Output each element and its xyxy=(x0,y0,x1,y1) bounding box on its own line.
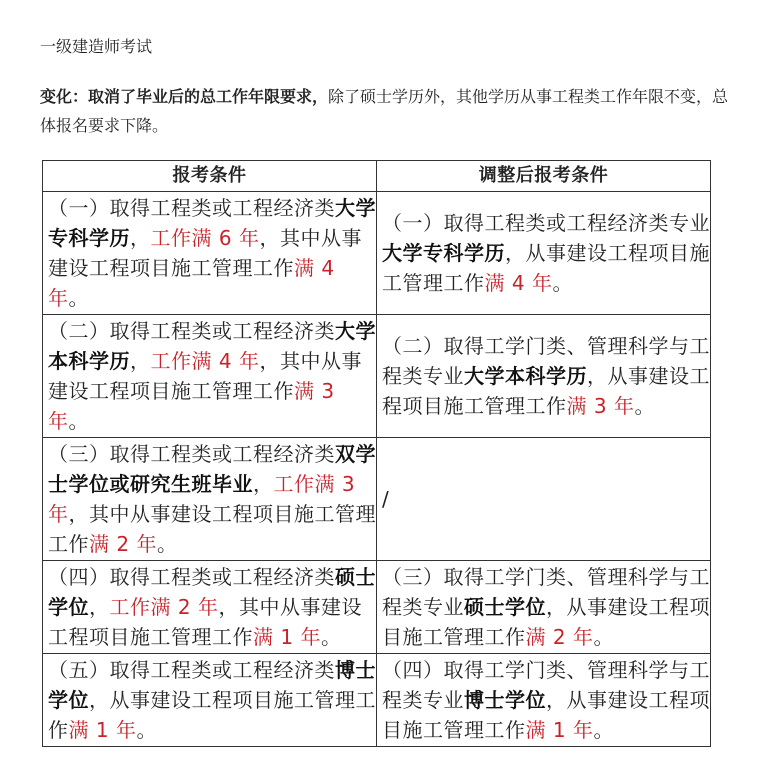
cell-adjusted xyxy=(377,654,711,747)
table-row xyxy=(43,654,711,747)
cell-text-highlight: 工作满 3 年 xyxy=(48,472,356,526)
cell-text: 。 xyxy=(68,286,89,310)
cell-text-bold: 硕士学位 xyxy=(464,595,546,619)
cell-text: 。 xyxy=(136,718,157,742)
header-adjusted-conditions: 调整后报考条件 xyxy=(377,161,711,192)
comparison-table xyxy=(42,160,711,747)
cell-text-highlight: 工作满 4 年 xyxy=(150,349,260,373)
cell-text: （一）取得工程类或工程经济类 xyxy=(48,196,335,220)
cell-text: 。 xyxy=(552,271,573,295)
cell-original xyxy=(43,654,377,747)
cell-original xyxy=(43,438,377,561)
cell-text-bold: 大学本科学历 xyxy=(464,364,587,388)
intro-paragraph xyxy=(40,82,730,140)
header-original-conditions: 报考条件 xyxy=(43,161,377,192)
cell-text: ，其中从事建设工程项目施工管理工作 xyxy=(48,349,362,403)
cell-text: ，其中从事建设工程项目施工管理工作 xyxy=(48,595,362,649)
cell-text: ， xyxy=(130,226,151,250)
cell-text: ，从事建设工程项目施工管理工作 xyxy=(382,595,710,649)
cell-adjusted-empty xyxy=(377,438,711,561)
cell-text-highlight: 满 1 年 xyxy=(253,625,321,649)
cell-text-bold: 博士学位 xyxy=(48,658,376,712)
cell-text: / xyxy=(382,487,390,511)
cell-text-highlight: 满 4 年 xyxy=(48,256,335,310)
cell-adjusted xyxy=(377,192,711,315)
cell-text-highlight: 满 3 年 xyxy=(48,379,335,433)
cell-text: 。 xyxy=(320,625,342,649)
cell-text: 。 xyxy=(593,718,614,742)
table-row xyxy=(43,192,711,315)
cell-text: 。 xyxy=(634,394,655,418)
cell-text: （一）取得工程类或工程经济类专业 xyxy=(382,211,710,235)
cell-text-bold: 大学本科学历 xyxy=(48,319,376,373)
cell-text-highlight: 满 4 年 xyxy=(484,271,553,295)
cell-text: 。 xyxy=(68,409,89,433)
cell-text-highlight: 满 2 年 xyxy=(525,625,594,649)
cell-text: ，从事建设工程项目施工管理工作 xyxy=(382,241,710,295)
cell-text: ， xyxy=(89,595,110,619)
cell-text-highlight: 满 2 年 xyxy=(89,532,157,556)
intro-text: 除了硕士学历外，其他学历从事工程类工作年限不变，总体报名要求下降。 xyxy=(40,87,729,135)
cell-text: （三）取得工学门类、管理科学与工程类专业 xyxy=(382,565,710,619)
cell-text: 。 xyxy=(156,532,178,556)
intro-label: 变化：取消了毕业后的总工作年限要求， xyxy=(40,87,329,106)
cell-text: （二）取得工程类或工程经济类 xyxy=(48,319,335,343)
cell-text-bold: 硕士学位 xyxy=(48,565,376,619)
cell-text: （三）取得工程类或工程经济类 xyxy=(48,442,335,466)
cell-original xyxy=(43,561,377,654)
cell-text: ，从事建设工程项目施工管理工作 xyxy=(48,688,376,742)
cell-text: （五）取得工程类或工程经济类 xyxy=(48,658,335,682)
cell-text-highlight: 满 1 年 xyxy=(68,718,137,742)
cell-original xyxy=(43,192,377,315)
cell-text-bold: 大学专科学历 xyxy=(382,241,505,265)
cell-text-highlight: 满 3 年 xyxy=(566,394,635,418)
cell-text: ， xyxy=(130,349,151,373)
cell-text-bold: 博士学位 xyxy=(464,688,546,712)
cell-original xyxy=(43,315,377,438)
cell-text-highlight: 工作满 6 年 xyxy=(150,226,260,250)
cell-text-bold: 大学专科学历 xyxy=(48,196,376,250)
cell-adjusted xyxy=(377,561,711,654)
cell-text: ， xyxy=(253,472,274,496)
cell-text: ，从事建设工程项目施工管理工作 xyxy=(382,688,710,742)
cell-adjusted xyxy=(377,315,711,438)
table-row xyxy=(43,315,711,438)
table-row xyxy=(43,561,711,654)
cell-text-highlight: 满 1 年 xyxy=(525,718,594,742)
cell-text: （二）取得工学门类、管理科学与工程类专业 xyxy=(382,334,710,388)
table-header-row xyxy=(43,161,711,192)
cell-text: ，其中从事建设工程项目施工管理工作 xyxy=(48,502,376,556)
cell-text: 。 xyxy=(593,625,614,649)
cell-text: （四）取得工程类或工程经济类 xyxy=(48,565,335,589)
cell-text: ，其中从事建设工程项目施工管理工作 xyxy=(48,226,362,280)
cell-text: （四）取得工学门类、管理科学与工程类专业 xyxy=(382,658,710,712)
table-row xyxy=(43,438,711,561)
page-heading: 一级建造师考试 xyxy=(40,37,153,56)
cell-text-highlight: 工作满 2 年 xyxy=(109,595,219,619)
cell-text-bold: 双学士学位或研究生班毕业 xyxy=(48,442,376,496)
cell-text: ，从事建设工程项目施工管理工作 xyxy=(382,364,710,418)
